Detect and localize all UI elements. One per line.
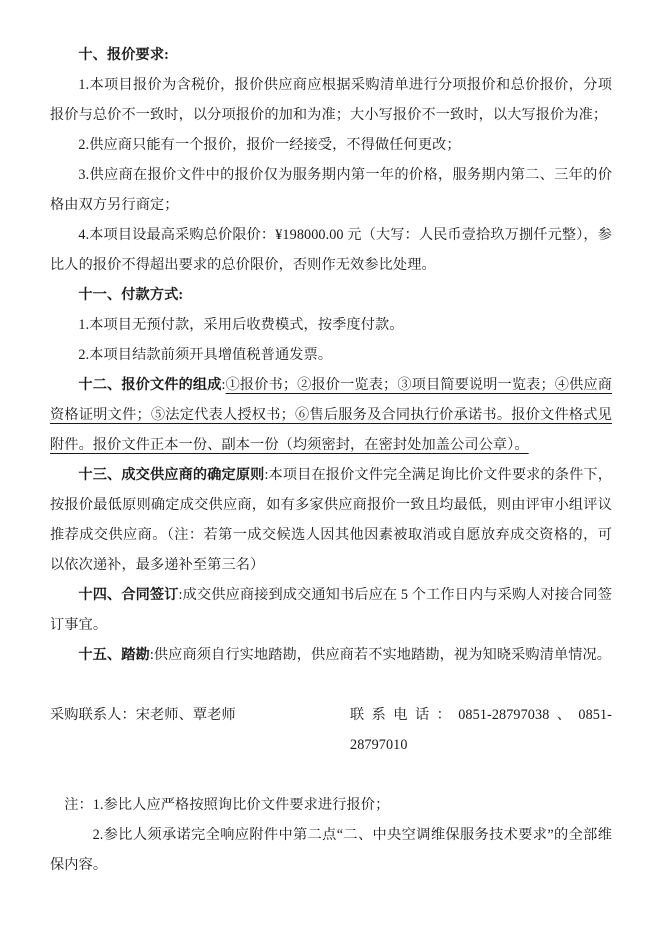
section-12-body: ①报价书；②报价一览表；③项目简要说明一览表；④供应商资格证明文件；⑤法定代表人授权书；⑥售后服务及合同执行价承诺书。报价文件格式见附件。报价文件正本一份、副本一份（均须密封，在密封处加盖公司公章）。 bbox=[50, 377, 612, 453]
section-13-heading-colon: : bbox=[264, 467, 269, 483]
section-14-heading-prefix: 十四、 bbox=[78, 587, 122, 603]
section-14-body: 成交供应商接到成交通知书后应在 5 个工作日内与采购人对接合同签订事宜。 bbox=[50, 587, 612, 633]
section-11-item-1: 1.本项目无预付款，采用后收费模式，按季度付款。 bbox=[78, 317, 404, 333]
section-12-heading-prefix: 十二、 bbox=[78, 377, 122, 393]
section-10-item-1: 1.本项目报价为含税价，报价供应商应根据采购清单进行分项报价和总价报价，分项报价与总价不一致时，以分项报价的加和为准；大小写报价不一致时，以大写报价为准； bbox=[50, 77, 612, 123]
section-heading-11: 十一、付款方式: bbox=[78, 287, 184, 303]
contact-row bbox=[50, 700, 612, 760]
section-11-item-2: 2.本项目结款前须开具增值税普通发票。 bbox=[78, 347, 333, 363]
section-13-body: 本项目在报价文件完全满足询比价文件要求的条件下，按报价最低原则确定成交供应商，如有多家供应商报价一致且均最低，则由评审小组评议推荐成交供应商。（注：若第一成交候选人因其他因素被取消或自愿放弃成交资格的，可以依次递补，最多递补至第三名） bbox=[50, 467, 612, 573]
blank-line-2 bbox=[50, 760, 612, 790]
section-15 bbox=[50, 640, 612, 670]
section-10-item-2: 2.供应商只能有一个报价，报价一经接受，不得做任何更改； bbox=[78, 137, 461, 153]
note-line-1: 注：1.参比人应严格按照询比价文件要求进行报价； bbox=[64, 797, 390, 813]
section-10-item-4: 4.本项目设最高采购总价限价：¥198000.00 元（大写：人民币壹拾玖万捌仟元整），参比人的报价不得超出要求的总价限价，否则作无效参比处理。 bbox=[50, 227, 612, 273]
note-line-2: 2.参比人须承诺完全响应附件中第二点“二、中央空调维保服务技术要求”的全部维保内容。 bbox=[50, 827, 612, 873]
section-13-heading-prefix: 十三、 bbox=[78, 467, 122, 483]
section-14 bbox=[50, 580, 612, 640]
contact-phone: 联系电话：0851-28797038、0851-28797010 bbox=[350, 707, 612, 753]
section-15-heading-title: 踏勘 bbox=[121, 647, 150, 663]
section-12 bbox=[50, 370, 612, 460]
section-14-heading-colon: : bbox=[178, 587, 183, 603]
section-13-heading-title: 成交供应商的确定原则 bbox=[121, 467, 265, 483]
section-10-item-3: 3.供应商在报价文件中的报价仅为服务期内第一年的价格，服务期内第二、三年的价格由双方另行商定； bbox=[50, 167, 612, 213]
section-heading-10: 十、报价要求: bbox=[78, 47, 169, 63]
section-12-heading-title: 报价文件的组成 bbox=[121, 377, 222, 393]
section-12-heading-colon: : bbox=[221, 377, 226, 393]
section-15-heading-colon: : bbox=[149, 647, 154, 663]
blank-line-1 bbox=[50, 670, 612, 700]
section-14-heading-title: 合同签订 bbox=[121, 587, 179, 603]
document-body bbox=[50, 40, 612, 880]
section-13 bbox=[50, 460, 612, 580]
contact-person: 采购联系人：宋老师、覃老师 bbox=[50, 707, 236, 723]
section-15-body: 供应商须自行实地踏勘，供应商若不实地踏勘，视为知晓采购清单情况。 bbox=[153, 647, 612, 663]
section-15-heading-prefix: 十五、 bbox=[78, 647, 122, 663]
